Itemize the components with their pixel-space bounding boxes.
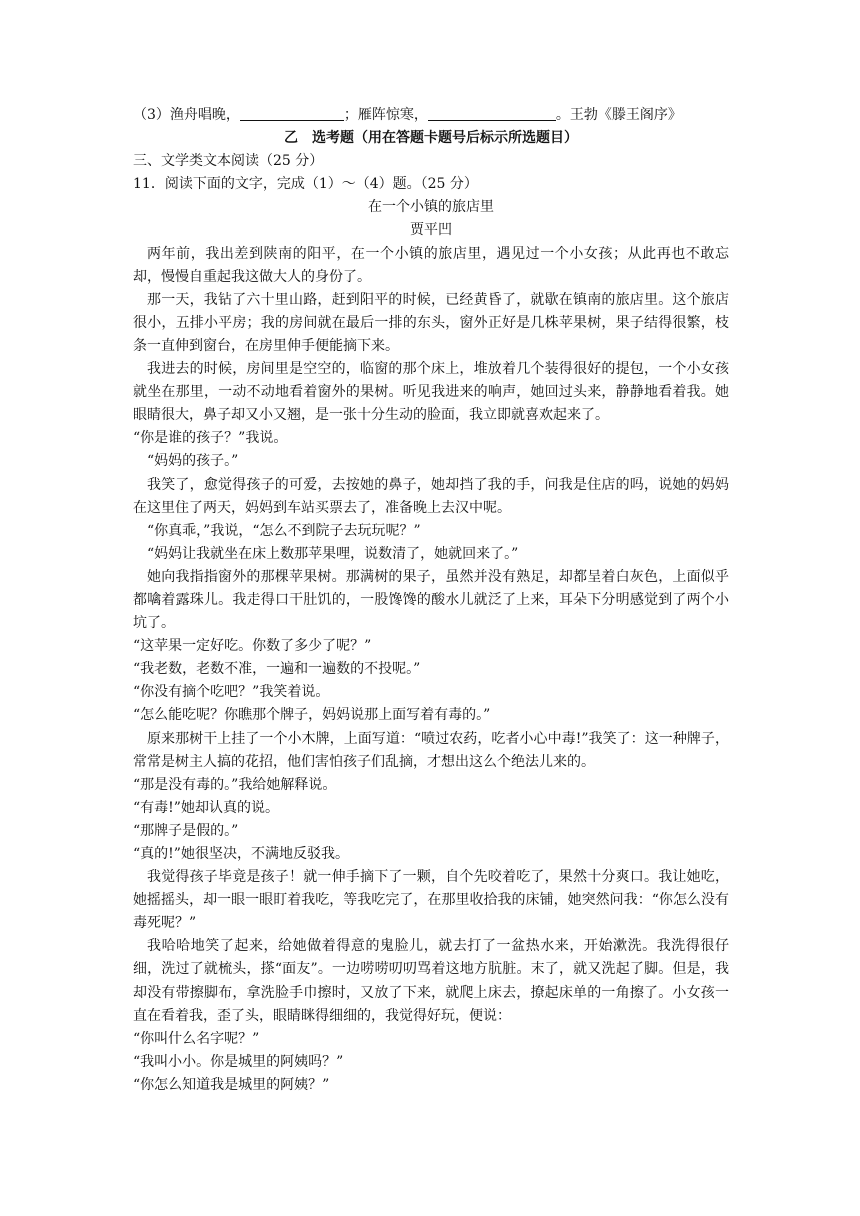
question-3-line: [133, 104, 729, 127]
dialogue-line: “妈妈让我就坐在床上数那苹果哩，说数清了，她就回来了。”: [147, 545, 519, 562]
paragraph: 两年前，我出差到陕南的阳平，在一个小镇的旅店里，遇见过一个小女孩；从此再也不敢忘却，慢慢自重起我这做大人的身份了。: [133, 245, 729, 285]
paragraph: 我觉得孩子毕竟是孩子！就一伸手摘下了一颗，自个先咬着吃了，果然十分爽口。我让她吃，她摇摇头，却一眼一眼盯着我吃，等我吃完了，在那里收拾我的床铺，她突然问我：“你怎么没有毒死呢？”: [133, 869, 729, 932]
dialogue-line: “你没有摘个吃吧？”我笑着说。: [133, 684, 330, 701]
article-author: 贾平凹: [410, 222, 452, 239]
paragraph: 她向我指指窗外的那棵苹果树。那满树的果子，虽然并没有熟足，却都呈着白灰色，上面似乎都噙着露珠儿。我走得口干肚饥的，一股馋馋的酸水儿就泛了上来，耳朵下分明感觉到了两个小坑了。: [133, 568, 729, 632]
paragraph: 原来那树干上挂了一个小木牌，上面写道：“喷过农药，吃者小心中毒!”我笑了：这一种牌子，常常是树主人搞的花招，他们害怕孩子们乱摘，才想出这么个绝法儿来的。: [133, 730, 729, 770]
dialogue-line: “你真乖，”我说，“怎么不到院子去玩玩呢？”: [147, 522, 421, 539]
paragraph: 我哈哈地笑了起来，给她做着得意的鬼脸儿，就去打了一盆热水来，开始漱洗。我洗得很仔细，洗过了就梳头，搽“面友”。一边唠唠叨叨骂着这地方肮脏。末了，就又洗起了脚。但是，我却没有带擦脚布，拿洗脸手巾擦时，又放了下来，就爬上床去，撩起床单的一角擦了。小女孩一直在看着我，歪了头，眼睛眯得细细的，我觉得好玩，便说：: [133, 938, 729, 1024]
q3-mid: ；雁阵惊寒，: [343, 107, 428, 123]
answer-blank-1[interactable]: [240, 106, 344, 121]
document-page: [133, 104, 729, 1097]
paragraph: 那一天，我钻了六十里山路，赶到阳平的时候，已经黄昏了，就歇在镇南的旅店里。这个旅店很小，五排小平房；我的房间就在最后一排的东头，窗外正好是几株苹果树，果子结得很繁，枝条一直伸到窗台，在房里伸手便能摘下来。: [133, 291, 729, 354]
article-title: 在一个小镇的旅店里: [368, 199, 494, 216]
dialogue-line: “我老数，老数不准，一遍和一遍数的不投呢。”: [133, 661, 421, 678]
dialogue-line: “怎么能吃呢？你瞧那个牌子，妈妈说那上面写着有毒的。”: [133, 707, 491, 724]
section-heading: 乙 选考题（用在答题卡题号后标示所选题目）: [284, 130, 578, 147]
answer-blank-2[interactable]: [428, 106, 556, 121]
dialogue-line: “你叫什么名字呢？”: [133, 1030, 260, 1047]
q3-suffix: 。王勃《滕王阁序》: [555, 107, 682, 123]
question-11: 11．阅读下面的文字，完成（1）～（4）题。（25 分）: [133, 176, 478, 193]
paragraph: 我笑了，愈觉得孩子的可爱，去按她的鼻子，她却挡了我的手，问我是住店的吗，说她的妈妈在这里住了两天，妈妈到车站买票去了，准备晚上去汉中呢。: [133, 476, 729, 516]
dialogue-line: “这苹果一定好吃。你数了多少了呢？”: [133, 638, 372, 655]
paragraph: 我进去的时候，房间里是空空的，临窗的那个床上，堆放着几个装得很好的提包，一个小女孩就坐在那里，一动不动地看着窗外的果树。听见我进来的响声，她回过头来，静静地看着我。她眼睛很大，鼻子却又小又翘，是一张十分生动的脸面，我立即就喜欢起来了。: [133, 361, 729, 424]
dialogue-line: “真的!”她很坚决，不满地反驳我。: [133, 846, 349, 862]
dialogue-line: “你是谁的孩子？”我说。: [133, 430, 288, 447]
dialogue-line: “那是没有毒的。”我给她解释说。: [133, 776, 337, 793]
q3-prefix: （3）渔舟唱晚，: [133, 107, 240, 123]
dialogue-line: “你怎么知道我是城里的阿姨？”: [133, 1076, 330, 1093]
dialogue-line: “我叫小小。你是城里的阿姨吗？”: [133, 1053, 344, 1070]
dialogue-line: “那牌子是假的。”: [133, 822, 239, 839]
dialogue-line: “妈妈的孩子。”: [147, 453, 239, 470]
part-three-heading: 三、文学类文本阅读（25 分）: [133, 153, 324, 170]
dialogue-line: “有毒!”她却认真的说。: [133, 799, 279, 816]
